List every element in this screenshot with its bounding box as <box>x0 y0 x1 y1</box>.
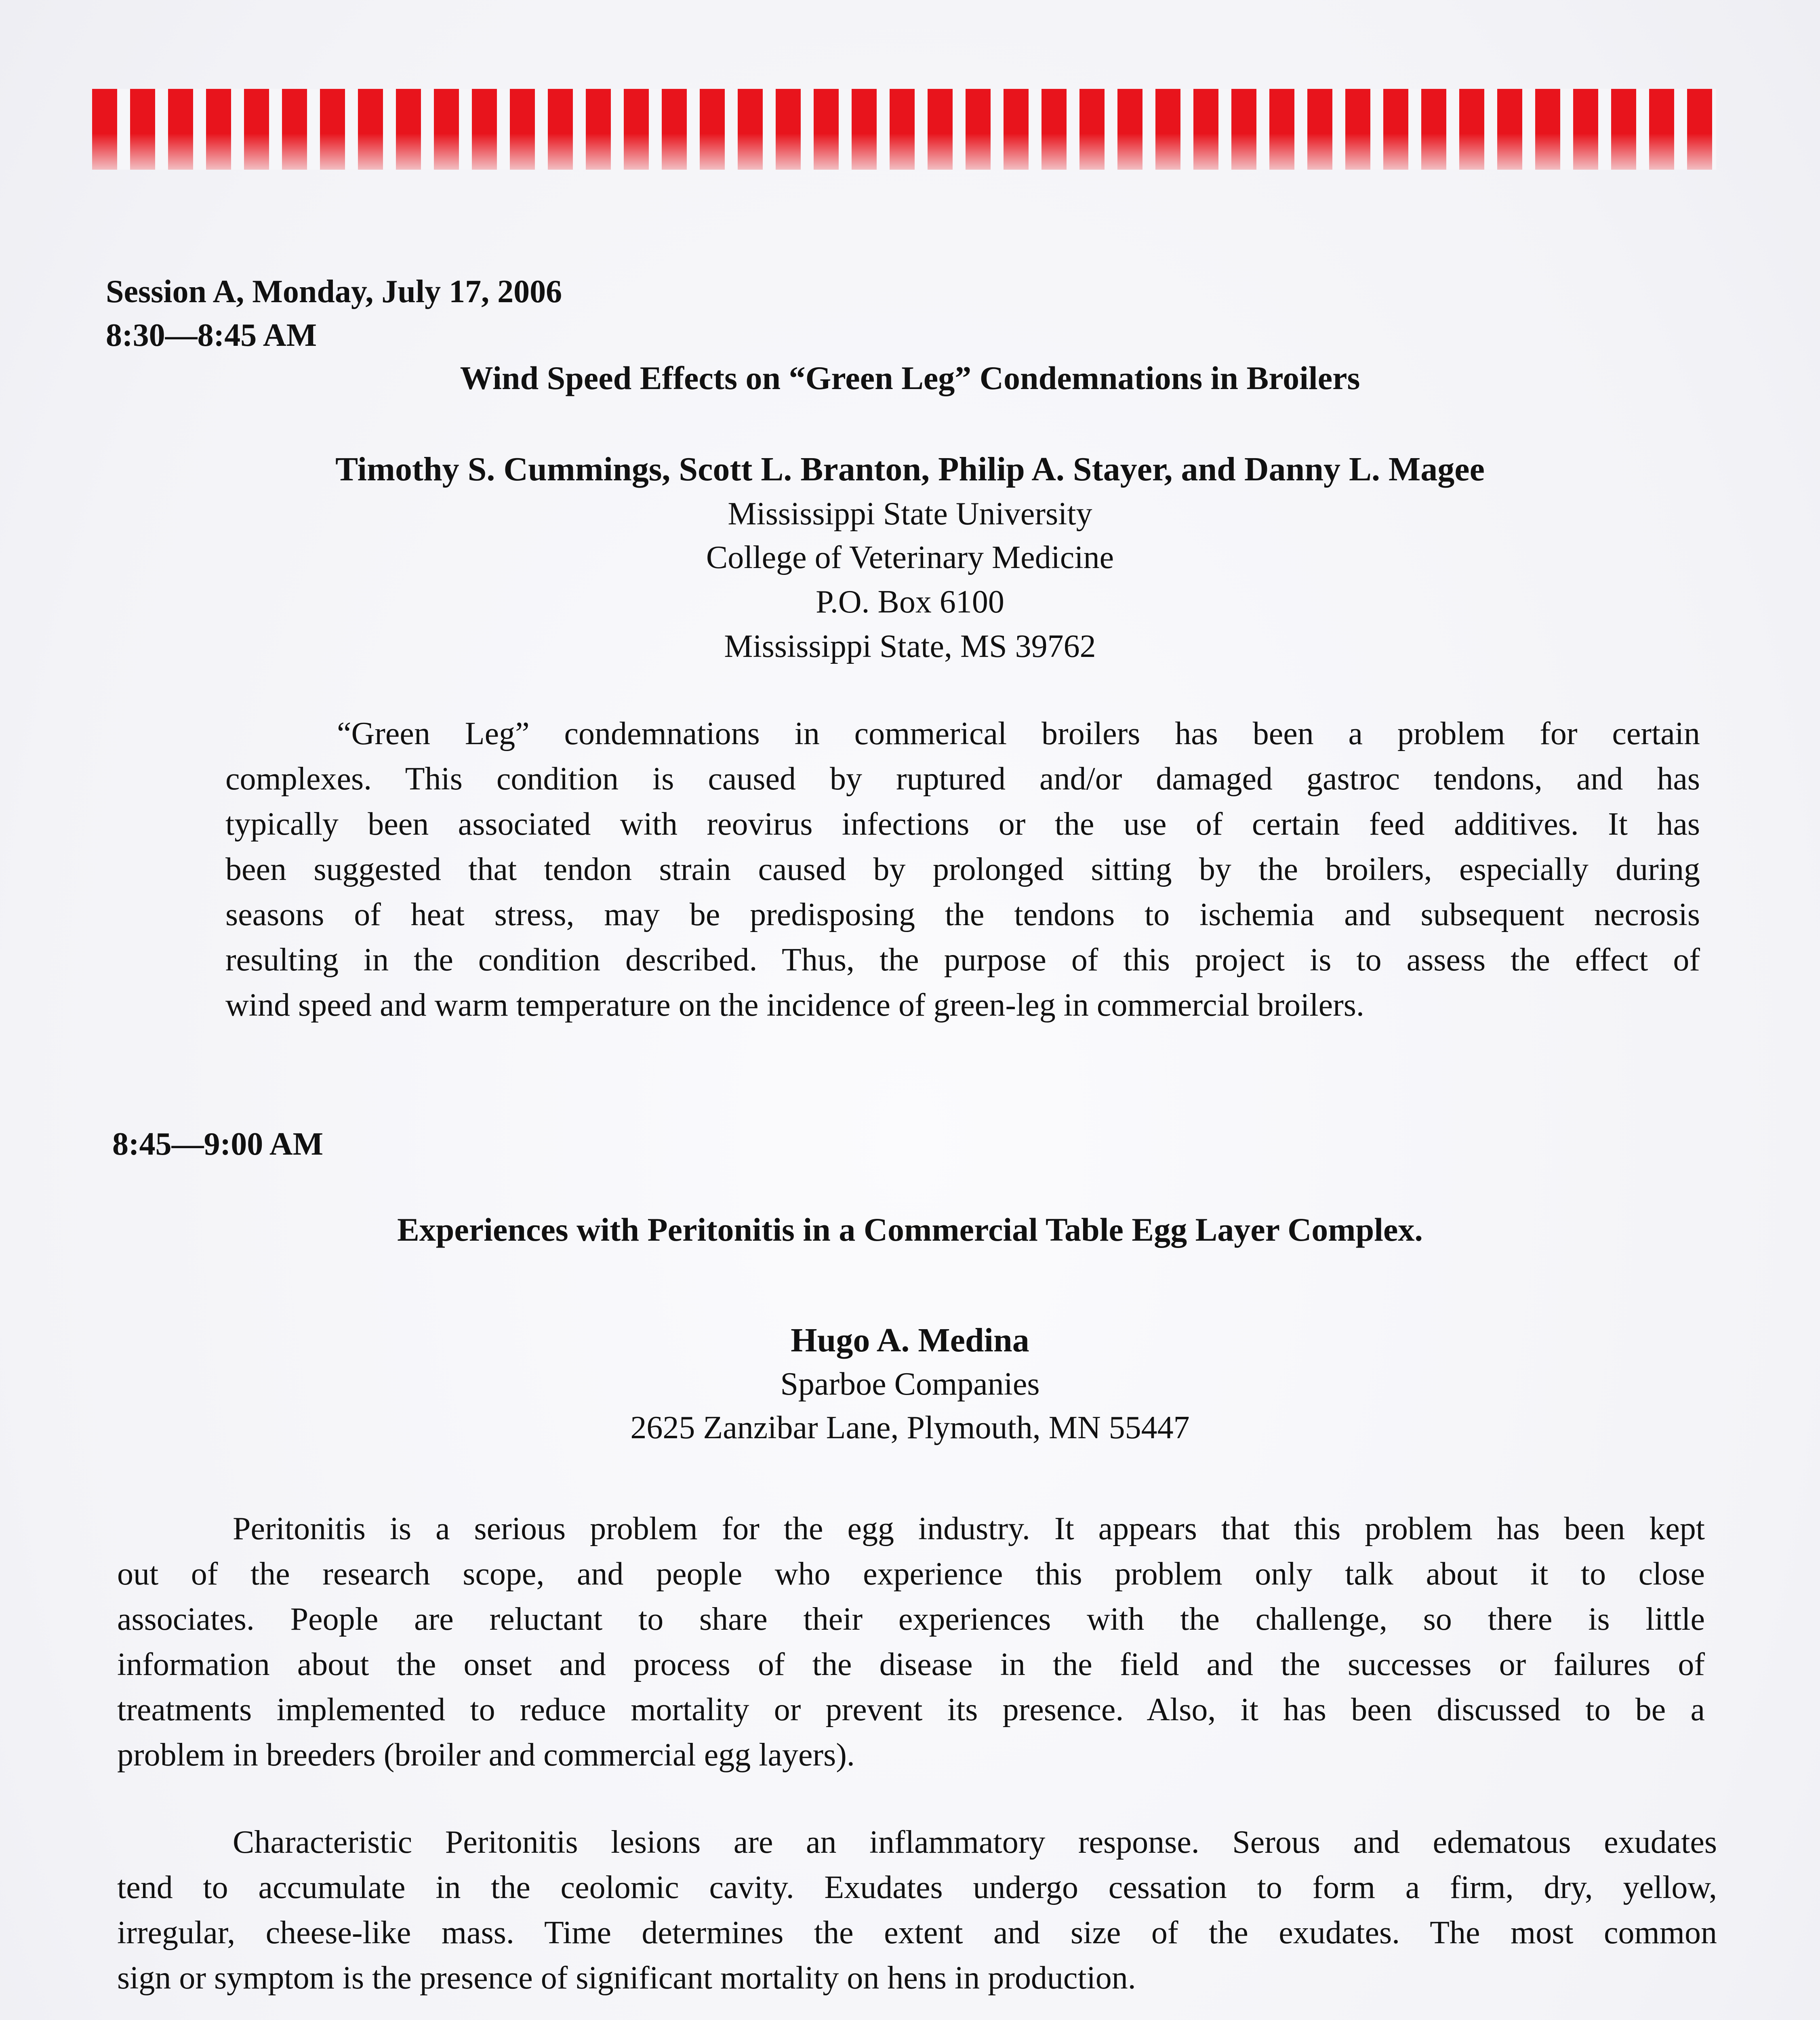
body-line: resulting in the condition described. Thus, the purpose of this project is to assess the effect of <box>225 942 1700 978</box>
abstract2-affiliation-line: Sparboe Companies <box>780 1366 1040 1402</box>
body-line: typically been associated with reovirus infections or the use of certain feed additives. It has <box>225 806 1700 842</box>
body-line: problem in breeders (broiler and commercial egg layers). <box>117 1737 855 1773</box>
body-line: information about the onset and process of the disease in the field and the successes or failures of <box>117 1647 1705 1682</box>
decorative-banner <box>92 89 1716 170</box>
abstract2-paragraph-1 <box>117 1506 1705 1778</box>
abstract2-title: Experiences with Peritonitis in a Commercial Table Egg Layer Complex. <box>397 1211 1423 1248</box>
session-heading: Session A, Monday, July 17, 2006 <box>106 274 562 309</box>
body-line: Peritonitis is a serious problem for the egg industry. It appears that this problem has been kept <box>233 1511 1705 1547</box>
body-line: Characteristic Peritonitis lesions are an inflammatory response. Serous and edematous exudates <box>233 1824 1717 1860</box>
affiliation-line: College of Veterinary Medicine <box>706 540 1114 575</box>
body-line: “Green Leg” condemnations in commerical broilers has been a problem for certain <box>337 716 1700 751</box>
abstract1-authors: Timothy S. Cummings, Scott L. Branton, Philip A. Stayer, and Danny L. Magee <box>335 450 1485 488</box>
abstract2-affiliation-line: 2625 Zanzibar Lane, Plymouth, MN 55447 <box>630 1410 1190 1446</box>
body-line: out of the research scope, and people who experience this problem only talk about it to close <box>117 1556 1705 1592</box>
affiliation-line: P.O. Box 6100 <box>816 584 1004 620</box>
abstract1-body <box>225 711 1700 1028</box>
abstract2-author: Hugo A. Medina <box>791 1321 1029 1359</box>
body-line: associates. People are reluctant to share their experiences with the challenge, so there is little <box>117 1601 1705 1637</box>
body-line: irregular, cheese-like mass. Time determines the extent and size of the exudates. The most common <box>117 1915 1717 1951</box>
abstract1-title: Wind Speed Effects on “Green Leg” Condemnations in Broilers <box>460 360 1360 396</box>
body-line: complexes. This condition is caused by ruptured and/or damaged gastroc tendons, and has <box>225 761 1700 797</box>
abstract2-paragraph-2 <box>117 1820 1717 2001</box>
body-line: seasons of heat stress, may be predisposing the tendons to ischemia and subsequent necrosis <box>225 897 1700 932</box>
affiliation-line: Mississippi State University <box>728 496 1092 532</box>
time-slot-1: 8:30—8:45 AM <box>106 318 317 353</box>
body-line: treatments implemented to reduce mortality or prevent its presence. Also, it has been discussed to be a <box>117 1692 1705 1728</box>
body-line: been suggested that tendon strain caused by prolonged sitting by the broilers, especially during <box>225 852 1700 887</box>
body-line: tend to accumulate in the ceolomic cavity. Exudates undergo cessation to form a firm, dry, yellow, <box>117 1870 1717 1905</box>
affiliation-line: Mississippi State, MS 39762 <box>724 629 1096 664</box>
body-line: sign or symptom is the presence of significant mortality on hens in production. <box>117 1960 1136 1996</box>
time-slot-2: 8:45—9:00 AM <box>112 1126 324 1162</box>
body-line: wind speed and warm temperature on the incidence of green-leg in commercial broilers. <box>225 987 1364 1023</box>
